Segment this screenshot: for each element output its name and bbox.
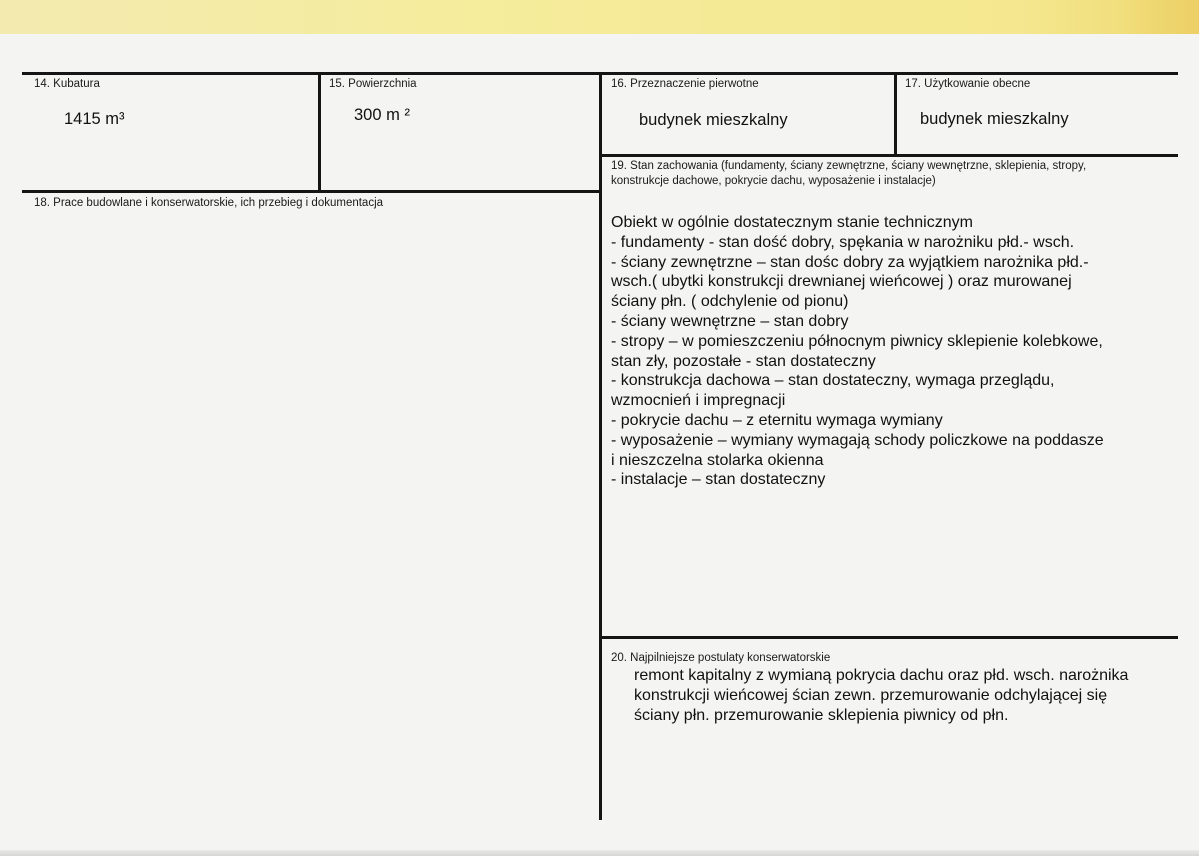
- field-19-line: - pokrycie dachu – z eternitu wymaga wymiany: [611, 411, 943, 429]
- field-19-line: ściany płn. ( odchylenie od pionu): [611, 293, 849, 311]
- field-19-line: Obiekt w ogólnie dostatecznym stanie technicznym: [611, 214, 973, 231]
- field-20-label: 20. Najpilniejsze postulaty konserwatorskie: [611, 652, 831, 664]
- rule-under-19: [599, 636, 1178, 639]
- field-14-value: 1415 m³: [64, 110, 125, 128]
- field-19-line: - ściany wewnętrzne – stan dobry: [611, 312, 849, 330]
- rule-under-14-15: [22, 190, 602, 193]
- field-19-text: [611, 213, 1104, 490]
- paper-stain: [1119, 0, 1199, 34]
- field-16-value: budynek mieszkalny: [639, 111, 788, 129]
- field-19-line: wzmocnień i impregnacji: [611, 392, 786, 410]
- paper-bottom-edge: [0, 850, 1199, 856]
- field-15-label: 15. Powierzchnia: [329, 78, 417, 90]
- field-19-line: - fundamenty - stan dość dobry, spękania w narożniku płd.- wsch.: [611, 233, 1075, 251]
- field-18-label: 18. Prace budowlane i konserwatorskie, ich przebieg i dokumentacja: [34, 197, 384, 209]
- field-19-label-line-2: konstrukcje dachowe, pokrycie dachu, wyposażenie i instalacje): [611, 175, 936, 187]
- field-16-label: 16. Przeznaczenie pierwotne: [611, 78, 759, 90]
- field-20-line: ściany płn. przemurowanie sklepienia piwnicy od płn.: [634, 706, 1009, 724]
- field-19-line: - stropy – w pomieszczeniu północnym piwnicy sklepienie kolebkowe,: [611, 332, 1103, 350]
- divider-16-17: [894, 72, 897, 155]
- divider-left-right: [599, 72, 602, 820]
- field-14-label: 14. Kubatura: [34, 78, 100, 90]
- field-17-label: 17. Użytkowanie obecne: [905, 78, 1031, 90]
- field-19-line: i nieszczelna stolarka okienna: [611, 451, 824, 469]
- field-19-label-line-1: 19. Stan zachowania (fundamenty, ściany zewnętrzne, ściany wewnętrzne, sklepienia, stropy,: [611, 160, 1087, 172]
- rule-under-16-17: [599, 154, 1178, 157]
- divider-14-15: [318, 72, 321, 192]
- field-19-line: - ściany zewnętrzne – stan dośc dobry za wyjątkiem narożnika płd.-: [611, 253, 1089, 271]
- field-19-line: - wyposażenie – wymiany wymagają schody policzkowe na poddasze: [611, 431, 1104, 449]
- field-19-line: stan zły, pozostałe - stan dostateczny: [611, 352, 876, 370]
- field-19-line: - instalacje – stan dostateczny: [611, 471, 826, 489]
- field-19-line: - konstrukcja dachowa – stan dostateczny, wymaga przeglądu,: [611, 372, 1055, 390]
- field-20-line: remont kapitalny z wymianą pokrycia dachu oraz płd. wsch. narożnika: [634, 667, 1129, 684]
- paper-top-strip: [0, 0, 1199, 34]
- field-19-line: wsch.( ubytki konstrukcji drewnianej wieńcowej ) oraz murowanej: [611, 273, 1072, 291]
- field-20-text: [634, 666, 1128, 725]
- field-20-line: konstrukcji wieńcowej ścian zewn. przemurowanie odchylającej się: [634, 686, 1108, 704]
- field-17-value: budynek mieszkalny: [920, 110, 1069, 128]
- field-15-value: 300 m ²: [354, 106, 410, 124]
